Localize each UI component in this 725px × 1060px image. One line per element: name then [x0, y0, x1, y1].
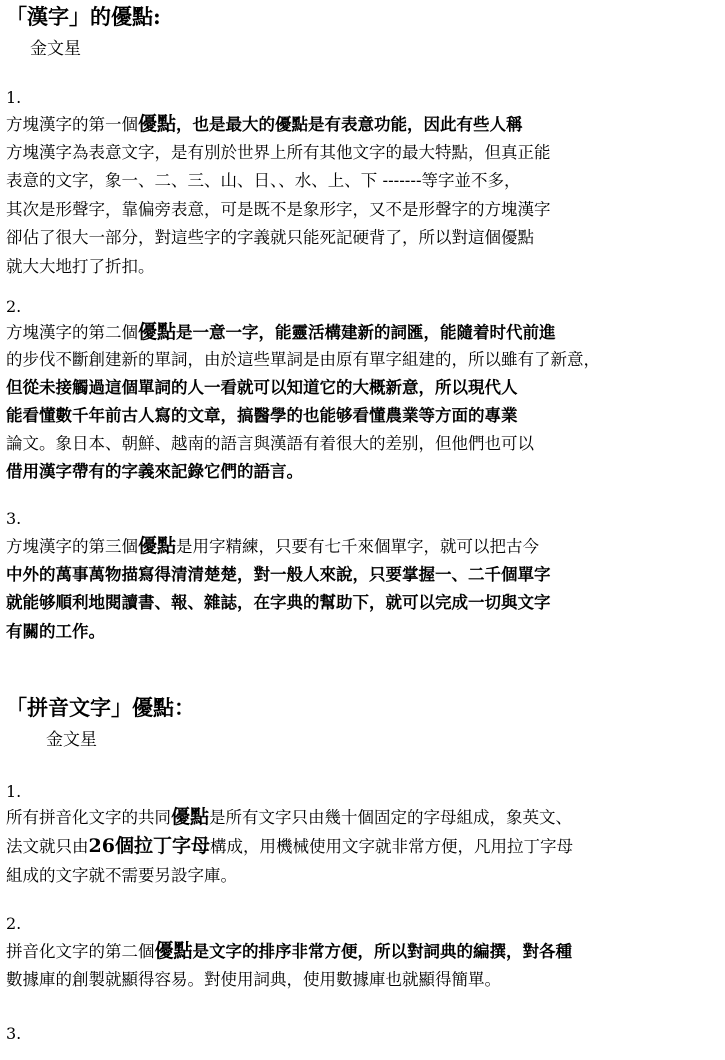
section2-item3-number: 3.	[6, 1024, 22, 1043]
section2-item2-paragraph	[6, 937, 718, 994]
paragraph-line: 論文。象日本、朝鮮、越南的語言與漢語有着很大的差别，但他們也可以	[6, 434, 534, 453]
section2-title: 「拼音文字」優點：	[6, 695, 195, 720]
paragraph-line: 方塊漢字的第一個優點，也是最大的優點是有表意功能，因此有些人稱	[6, 113, 523, 135]
section1-item1-paragraph	[6, 110, 718, 281]
paragraph-line: 方塊漢字為表意文字，是有別於世界上所有其他文字的最大特點，但真正能	[6, 142, 551, 162]
section2-item1-paragraph	[6, 803, 718, 890]
paragraph-line: 就能够順利地閱讀書、報、雜誌，在字典的幫助下，就可以完成一切與文字	[6, 593, 551, 612]
paragraph-line: 中外的萬事萬物描寫得清清楚楚，對一般人來說，只要掌握一、二千個單字	[6, 564, 551, 584]
section1-item3-number: 3.	[6, 509, 22, 528]
paragraph-line: 組成的文字就不需要另設字庫。	[6, 866, 237, 885]
paragraph-line: 的步伐不斷創建新的單詞，由於這些單詞是由原有單字組建的，所以雖有了新意，	[6, 350, 600, 369]
paragraph-line: 借用漢字帶有的字義來記錄它們的語言。	[6, 462, 303, 481]
paragraph-line: 表意的文字，象一、二、三、山、日、、水、上、下 -------等字並不多，	[6, 171, 521, 190]
paragraph-line: 其次是形聲字，靠偏旁表意，可是既不是象形字，又不是形聲字的方塊漢字	[6, 199, 551, 219]
section1-item2-number: 2.	[6, 297, 22, 316]
section2-item1-number: 1.	[6, 782, 22, 801]
paragraph-line: 數據庫的創製就顯得容易。對使用詞典，使用數據庫也就顯得簡單。	[6, 969, 501, 989]
paragraph-line: 卻佔了很大一部分，對這些字的字義就只能死記硬背了，所以對這個優點	[6, 228, 534, 247]
section2-item2-number: 2.	[6, 914, 22, 933]
paragraph-line: 能看懂數千年前古人寫的文章，搞醫學的也能够看懂農業等方面的專業	[6, 406, 518, 425]
section1-item1-number: 1.	[6, 88, 22, 107]
section2-author: 金文星	[46, 730, 97, 750]
section1-author: 金文星	[30, 39, 81, 59]
paragraph-line: 拼音化文字的第二個優點是文字的排序非常方便，所以對詞典的編撰，對各種	[6, 940, 573, 962]
section1-item2-paragraph	[6, 318, 718, 486]
paragraph-line: 方塊漢字的第二個優點是一意一字，能靈活構建新的詞匯，能隨着时代前進	[6, 321, 556, 343]
paragraph-line: 就大大地打了折扣。	[6, 256, 155, 276]
paragraph-line: 所有拼音化文字的共同優點是所有文字只由幾十個固定的字母組成，象英文、	[6, 806, 573, 828]
paragraph-line: 有關的工作。	[6, 621, 105, 641]
section1-title: 「漢字」的優點:	[6, 4, 161, 29]
section1-item3-paragraph	[6, 532, 718, 646]
paragraph-line: 但從未接觸過這個單詞的人一看就可以知道它的大概新意，所以現代人	[6, 378, 518, 397]
paragraph-line: 方塊漢字的第三個優點是用字精練，只要有七千來個單字，就可以把古今	[6, 535, 540, 557]
paragraph-line: 法文就只由26個拉丁字母構成，用機械使用文字就非常方便，凡用拉丁字母	[6, 835, 573, 857]
